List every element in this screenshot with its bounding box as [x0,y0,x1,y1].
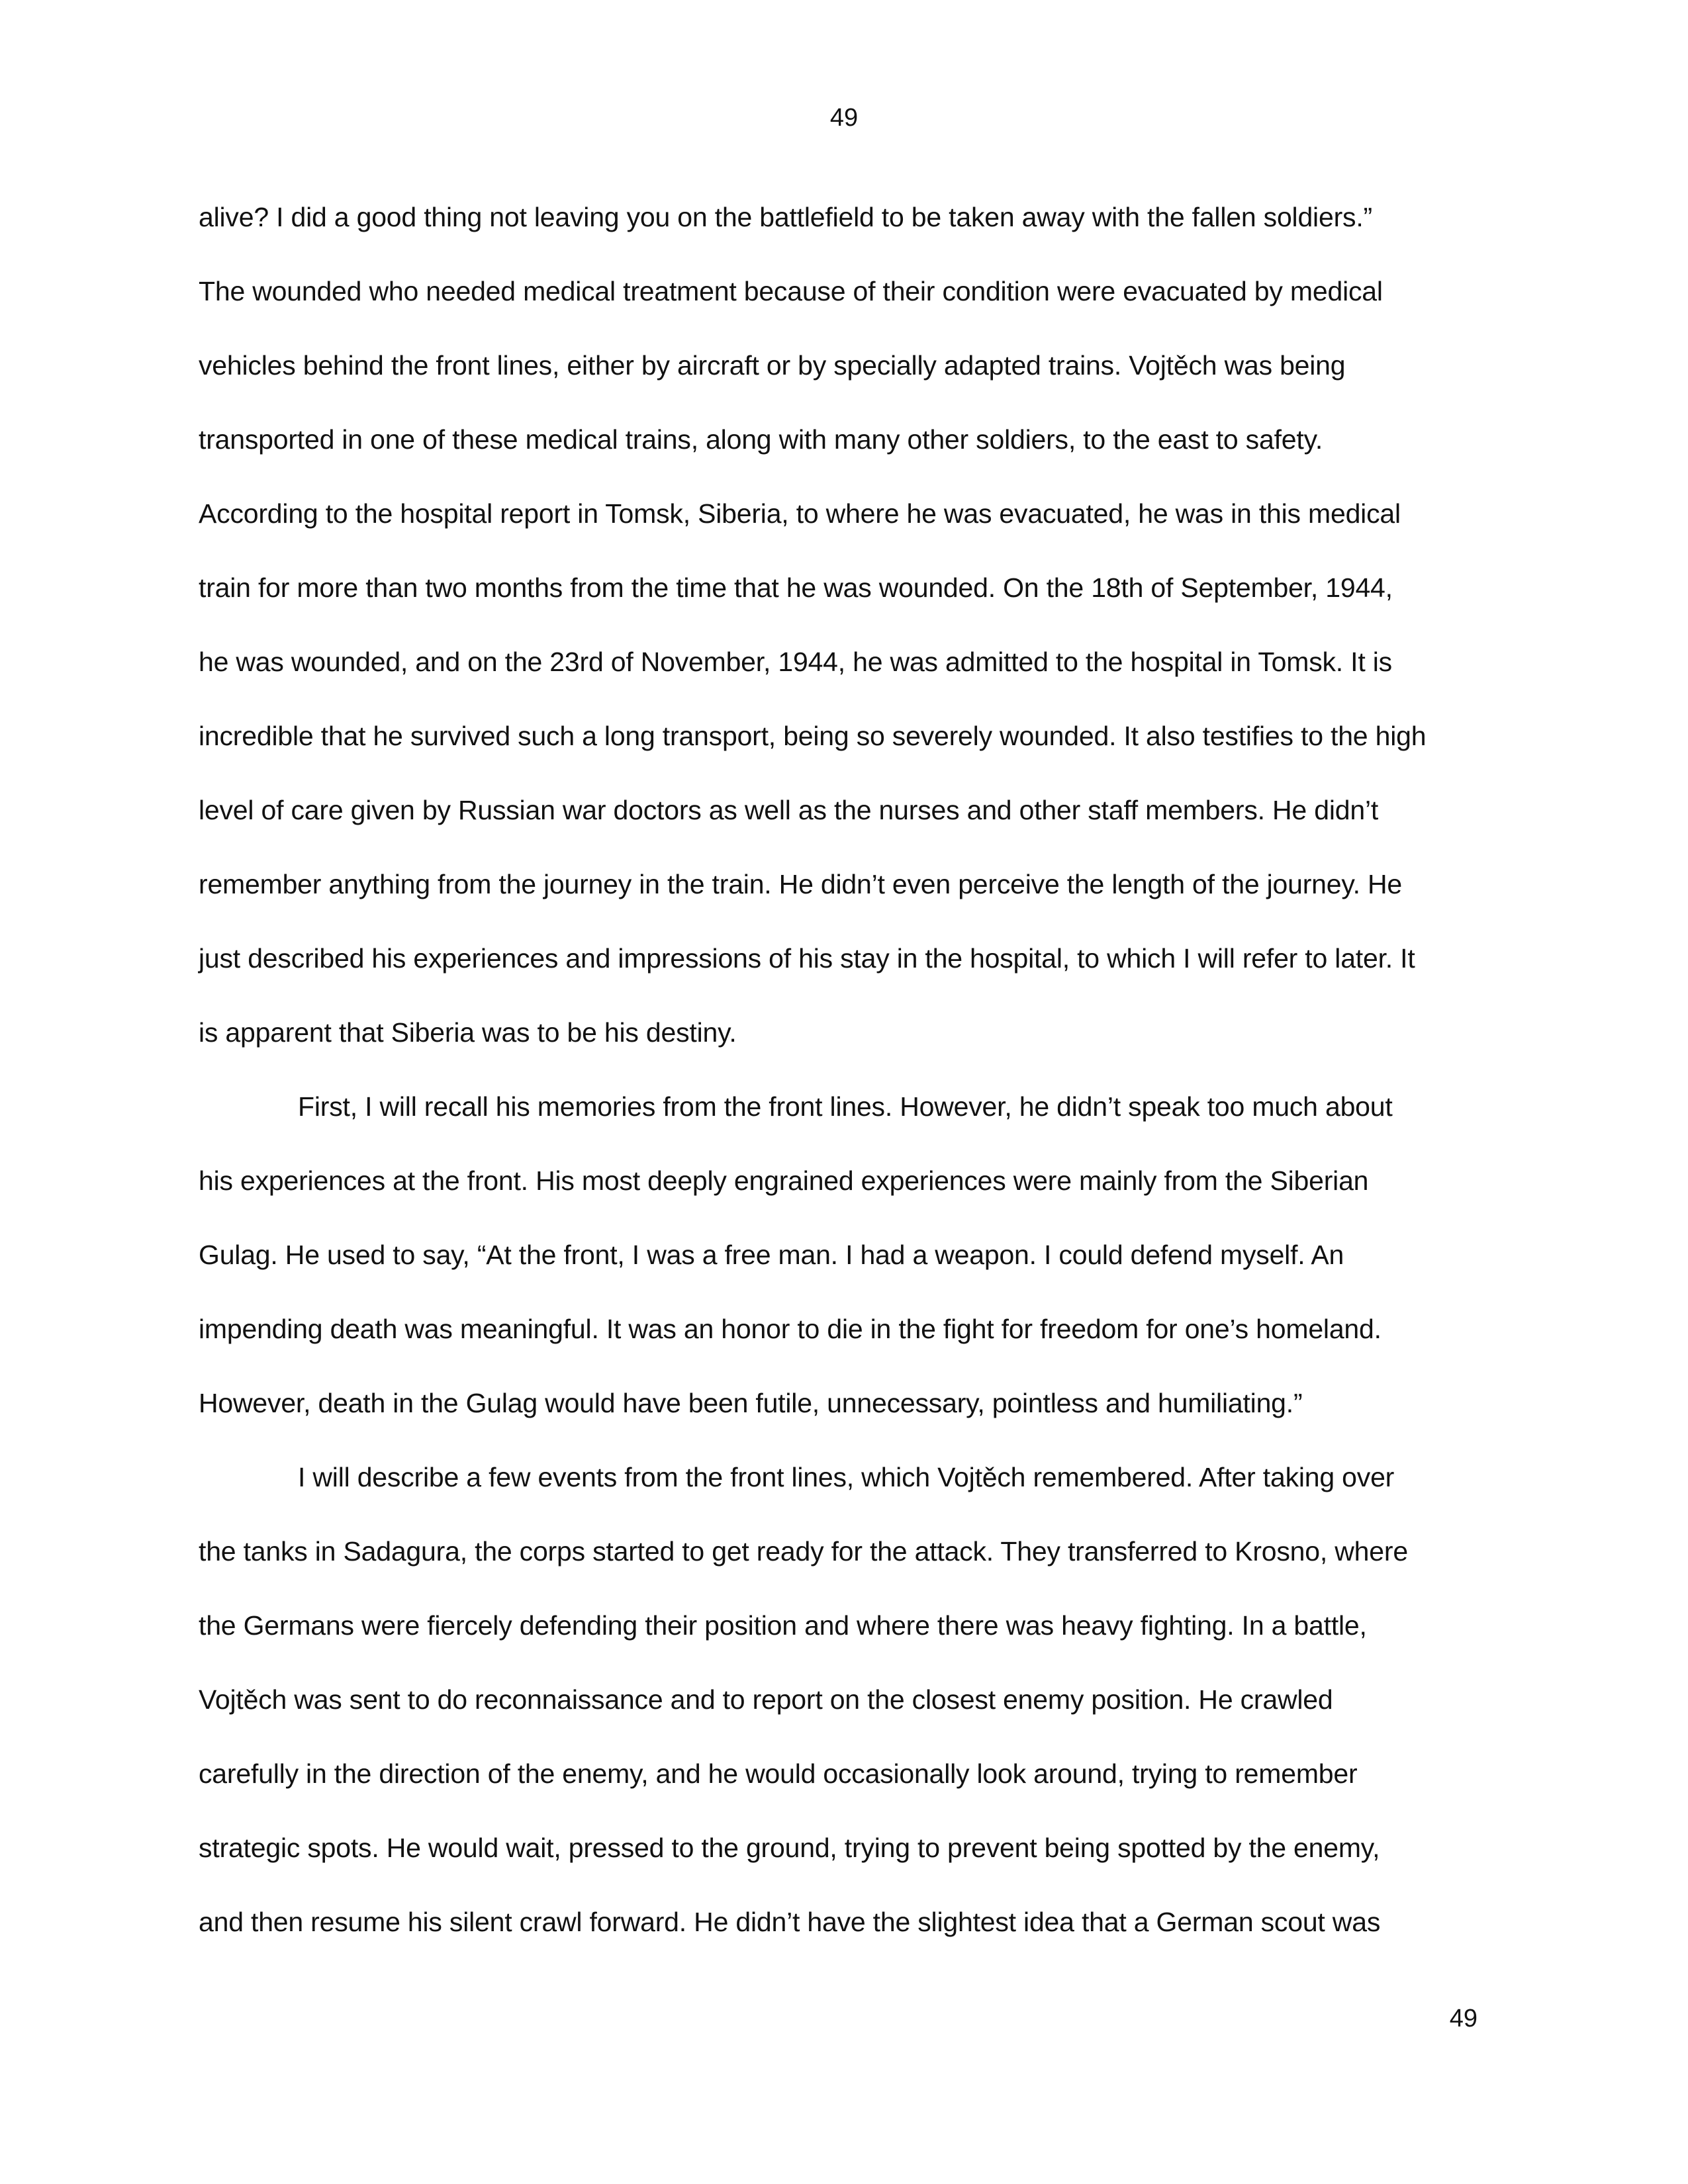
text-line: the tanks in Sadagura, the corps started to get ready for the attack. They transferred to Krosno, where [199,1536,1408,1567]
text-line: strategic spots. He would wait, pressed to the ground, trying to prevent being spotted by the enemy, [199,1833,1380,1863]
text-line: Vojtěch was sent to do reconnaissance and to report on the closest enemy position. He crawled [199,1684,1333,1715]
text-line: According to the hospital report in Tomsk, Siberia, to where he was evacuated, he was in this medical [199,498,1401,529]
text-line: However, death in the Gulag would have been futile, unnecessary, pointless and humiliating.” [199,1388,1303,1418]
text-line: remember anything from the journey in the train. He didn’t even perceive the length of the journey. He [199,869,1403,899]
text-line: just described his experiences and impressions of his stay in the hospital, to which I will refer to later. It [199,943,1415,974]
text-line: impending death was meaningful. It was an honor to die in the fight for freedom for one’s homeland. [199,1314,1382,1344]
footer-page-number: 49 [1449,2005,1477,2032]
text-line: transported in one of these medical trains, along with many other soldiers, to the east to safety. [199,424,1323,455]
text-line: carefully in the direction of the enemy, and he would occasionally look around, trying to remember [199,1758,1358,1789]
paragraph-start-line: I will describe a few events from the front lines, which Vojtěch remembered. After taking over [298,1462,1395,1492]
text-line: The wounded who needed medical treatment because of their condition were evacuated by medical [199,276,1383,306]
text-line: is apparent that Siberia was to be his destiny. [199,1017,737,1048]
text-line: train for more than two months from the time that he was wounded. On the 18th of September, 1944, [199,572,1393,603]
text-line: the Germans were fiercely defending their position and where there was heavy fighting. In a battle, [199,1610,1367,1641]
text-line: he was wounded, and on the 23rd of November, 1944, he was admitted to the hospital in Tomsk. It is [199,647,1392,677]
text-line: vehicles behind the front lines, either by aircraft or by specially adapted trains. Vojtěch was being [199,350,1346,381]
text-line: level of care given by Russian war doctors as well as the nurses and other staff members. He didn’t [199,795,1379,825]
paragraph-start-line: First, I will recall his memories from the front lines. However, he didn’t speak too much about [298,1091,1393,1122]
text-line: alive? I did a good thing not leaving you on the battlefield to be taken away with the fallen soldiers.” [199,202,1372,232]
document-body [199,197,1489,1976]
text-line: his experiences at the front. His most deeply engrained experiences were mainly from the Siberian [199,1165,1369,1196]
text-line: incredible that he survived such a long transport, being so severely wounded. It also testifies to the high [199,721,1427,751]
header-page-number: 49 [829,104,859,132]
text-line: and then resume his silent crawl forward. He didn’t have the slightest idea that a German scout was [199,1907,1381,1937]
text-line: Gulag. He used to say, “At the front, I was a free man. I had a weapon. I could defend myself. An [199,1240,1344,1270]
